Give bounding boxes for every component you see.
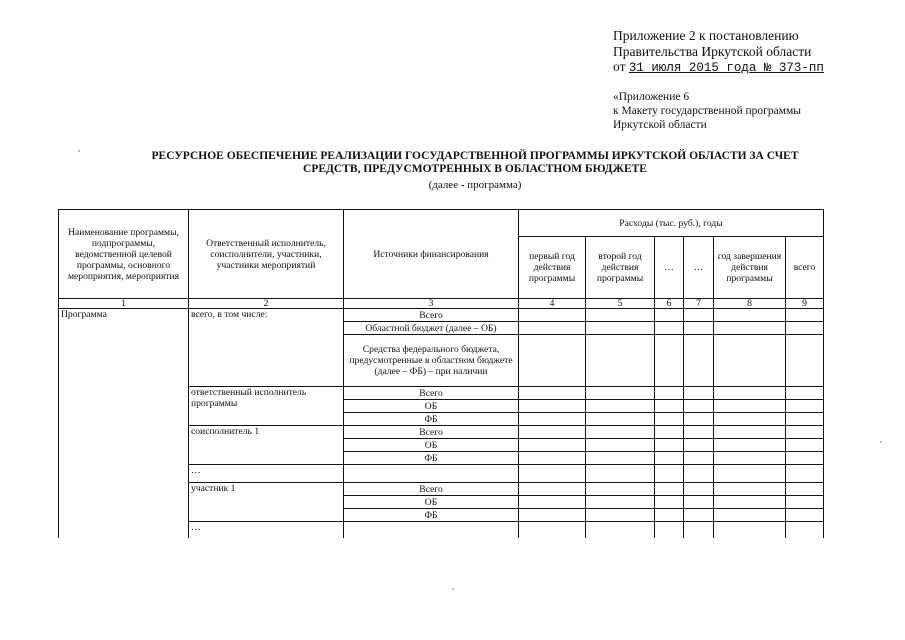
appendix-date-number: 31 июля 2015 года № 373-пп [628, 61, 824, 75]
appendix-date-prefix: от [613, 59, 626, 74]
appendix-line-1: Приложение 2 к постановлению [613, 28, 799, 43]
header-last-year: год завершения действия программы [714, 237, 786, 299]
header-dots-1: … [655, 237, 684, 299]
note-line-2: к Макету государственной программы [613, 105, 802, 117]
resource-table [58, 209, 824, 538]
executor-ellipsis: … [189, 465, 344, 483]
source-fb: ФБ [344, 509, 519, 522]
scan-speck [452, 588, 454, 590]
column-number: 2 [189, 299, 344, 309]
source-ob: ОБ [344, 496, 519, 509]
header-executor: Ответственный исполнитель, соисполнители, участники, участники мероприятий [189, 210, 344, 299]
scan-speck [78, 150, 80, 152]
header-year-1: первый год действия программы [519, 237, 586, 299]
note-line-1: «Приложение 6 [613, 91, 690, 103]
column-number: 4 [519, 299, 586, 309]
appendix-line-2: Правительства Иркутской области [613, 44, 812, 59]
executor-coexec-1: соисполнитель 1 [189, 426, 344, 465]
executor-participant-1: участник 1 [189, 483, 344, 522]
header-year-2: второй год действия программы [586, 237, 655, 299]
executor-total: всего, в том числе: [189, 309, 344, 387]
source-total: Всего [344, 309, 519, 322]
header-dots-2: … [684, 237, 714, 299]
program-label: Программа [59, 309, 189, 538]
header-expenses: Расходы (тыс. руб.), годы [519, 210, 824, 237]
column-number: 9 [786, 299, 824, 309]
note-line-3: Иркутской области [613, 119, 707, 131]
source-total: Всего [344, 387, 519, 400]
source-total: Всего [344, 426, 519, 439]
header-source: Источники финансирования [344, 210, 519, 299]
appendix-line-3 [613, 59, 824, 76]
header-total: всего [786, 237, 824, 299]
document-title-line-2: СРЕДСТВ, ПРЕДУСМОТРЕННЫХ В ОБЛАСТНОМ БЮДЖЕТЕ [303, 163, 647, 175]
document-subtitle: (далее - программа) [428, 179, 522, 191]
document-title-line-1: РЕСУРСНОЕ ОБЕСПЕЧЕНИЕ РЕАЛИЗАЦИИ ГОСУДАРСТВЕННОЙ ПРОГРАММЫ ИРКУТСКОЙ ОБЛАСТИ ЗА СЧЕТ [151, 150, 799, 162]
source-ob: ОБ [344, 439, 519, 452]
executor-responsible: ответственный исполнитель программы [189, 387, 344, 426]
executor-ellipsis: … [189, 522, 344, 538]
scan-speck [880, 441, 882, 443]
source-total: Всего [344, 483, 519, 496]
column-number: 7 [684, 299, 714, 309]
column-number: 1 [59, 299, 189, 309]
source-fb: ФБ [344, 413, 519, 426]
source-ob: ОБ [344, 400, 519, 413]
source-fb: ФБ [344, 452, 519, 465]
column-number: 6 [655, 299, 684, 309]
column-number: 8 [714, 299, 786, 309]
header-name: Наименование программы, подпрограммы, ведомственной целевой программы, основного мероприятия, мероприятия [59, 210, 189, 299]
source-ob-full: Областной бюджет (далее – ОБ) [344, 322, 519, 335]
column-number: 5 [586, 299, 655, 309]
column-number: 3 [344, 299, 519, 309]
source-fb-full: Средства федерального бюджета, предусмотренные в областном бюджете (далее – ФБ) – при наличии [344, 335, 519, 387]
